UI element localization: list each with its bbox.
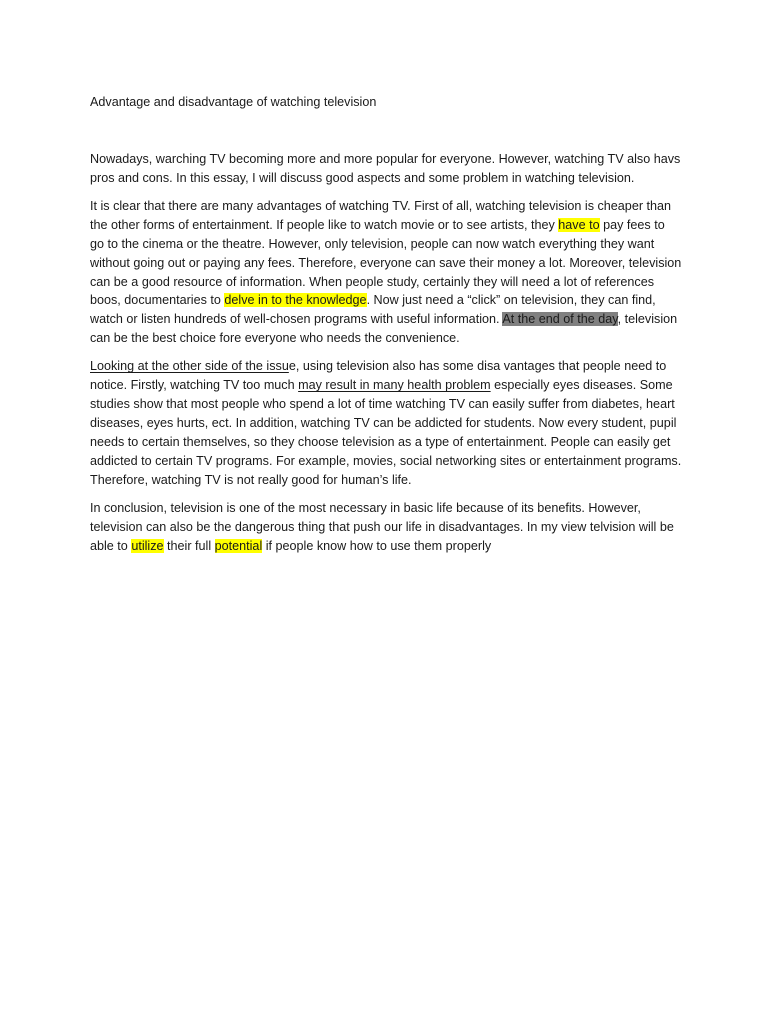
gray-highlighted-phrase: At the end of the [502, 312, 599, 327]
document-title: Advantage and disadvantage of watching television [90, 95, 377, 109]
text-run: if people know how to use them properly [262, 538, 492, 553]
text-run: pay fees to go to the cinema or the theatre. However, only television, people can now watch everything they want without going out or paying any fees. Therefore, everyone can save their money a lot. Moreover, television can be a good resource of information. When people study, certainly they will need a lot of references boos, documentaries to [90, 218, 682, 308]
underlined-phrase: Looking at the other side of the issu [90, 359, 289, 374]
document-body [90, 150, 682, 565]
paragraph-disadvantages [90, 357, 682, 489]
highlighted-phrase: have to [558, 218, 600, 233]
highlighted-phrase: utilize [131, 538, 164, 553]
text-run: It is clear that there are many advantages of watching TV. First of all, watching television is cheaper than the other forms of entertainment. If people like to watch movie or to see artists, they [90, 199, 672, 233]
paragraph-advantages [90, 197, 682, 348]
text-run: In conclusion, television is one of the most necessary in basic life because of its benefits. However, television can also be the dangerous thing that push our life in disadvantages. In my view telvision will be able to [90, 500, 674, 553]
underlined-phrase: may result in many health problem [298, 378, 491, 393]
text-run: e, using television also has some disa vantages that people need to notice. Firstly, watching TV too much [90, 359, 667, 393]
highlighted-phrase: delve in to the knowledge [224, 293, 367, 308]
paragraph-conclusion [90, 499, 682, 556]
text-run: Nowadays, warching TV becoming more and more popular for everyone. However, watching TV also havs pros and cons. In this essay, I will discuss good aspects and some problem in watching television. [90, 152, 681, 185]
highlighted-phrase: potential [214, 538, 263, 553]
paragraph-introduction [90, 150, 682, 188]
gray-highlighted-phrase: day [598, 312, 618, 327]
text-run: . Now just need a “click” on television, they can find, watch or listen hundreds of well-chosen programs with useful information. [90, 293, 656, 327]
text-run: their full [163, 538, 215, 553]
text-run: , television can be the best choice fore everyone who needs the convenience. [90, 312, 678, 346]
text-run: especially eyes diseases. Some studies show that most people who spend a lot of time watching TV can easily suffer from diabetes, heart diseases, eyes hurts, ect. In addition, watching TV can be addicted for students. Now every student, pupil needs to certain themselves, so they choose television as a type of entertainment. People can easily get addicted to certain TV programs. For example, movies, social networking sites or entertainment programs. Therefore, watching TV is not really good for human’s life. [90, 378, 682, 487]
